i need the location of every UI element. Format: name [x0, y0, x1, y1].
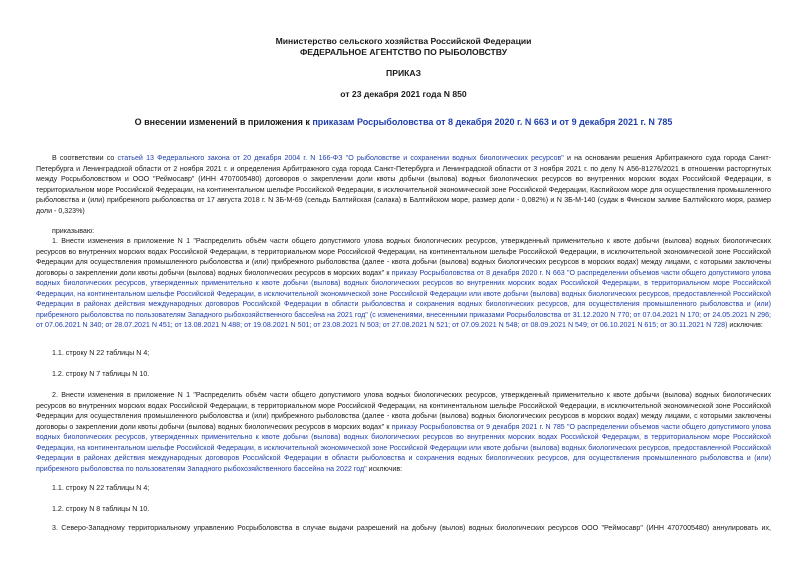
preamble-text-2: и на основании решения Арбитражного суда города Санкт-Петербурга и Ленинградской области от 2 ноября 2021 г. и определения Арбитражного суда города Санкт-Петербурга и Ленинградской области от 3 ноября 2021 г. по делу N А56-81276/2021 в отношении расторгнутых между Росрыболовством и ООО "Реймосавр" (ИНН 4707005480) договоров о закреплении доли квоты добычи (вылова) водных биологических ресурсов во внутренних морских водах Российской Федерации, в территориальном море Российской Федерации, на континентальном шельфе Российской Федерации, в исключительной экономической зоне Российской Федерации, Каспийском море для осуществления промышленного рыболовства и (или) прибрежного рыболовства от 17 августа 2018 г. N 3Б-М-69 (сельдь Балтийская (салака) в Балтийском море, размер доли - 0,082%) и N 3Б-М-140 (судак в Финском заливе Балтийского моря, размер доли - 0,323%)	[36, 154, 772, 215]
item-1-1: 1.1. строку N 22 таблицы N 4;	[52, 349, 150, 357]
document-date: от 23 декабря 2021 года N 850	[340, 89, 467, 99]
title-link[interactable]: приказам Росрыболовства от 8 декабря 2020 г. N 663 и от 9 декабря 2021 г. N 785	[312, 117, 673, 127]
document-title	[0, 117, 807, 127]
item-1-2: 1.2. строку N 7 таблицы N 10.	[52, 370, 150, 378]
item-2-1: 1.1. строку N 22 таблицы N 4;	[52, 484, 150, 492]
item-1-text-2: "О распределении объемов части общего допустимого улова водных биологических ресурсов, утвержденных применительно к квоте добычи (вылова) водных биологических ресурсов во внутренних морских водах Российской Федерации, в территориальном море Российской Федерации, на континентальном шельфе Российской Федерации, в исключительной экономической зоне Российской Федерации или квоте добычи (вылова) водных биологических ресурсов, предоставленной Российской Федерации в районах действия международных договоров Российской Федерации в области рыболовства и сохранения водных биологических ресурсов, для осуществления промышленного рыболовства и (или) прибрежного рыболовства по пользователям Западного рыбохозяйственного бассейна на 2021 год" (с изменениями, внесенными приказами Росрыболовства от 31.12.2020 N 770; от 07.04.2021 N 170; от 24.05.2021 N 296; от 07.06.2021 N 340; от 28.07.2021 N 451; от 13.08.2021 N 488; от 19.08.2021 N 501; от 23.08.2021 N 503; от 27.08.2021 N 521; от 07.09.2021 N 548; от 08.09.2021 N 549; от 06.10.2021 N 615; от 30.11.2021 N 728)	[36, 268, 771, 330]
item-1-paragraph	[36, 236, 771, 331]
item-2-text-1: 2. Внести изменения в приложение N 1 "Распределить объём части общего допустимого улова водных биологических ресурсов, утвержденный применительно к квоте добычи (вылова) водных биологических ресурсов во внутренних морских водах Российской Федерации, в территориальном море Российской Федерации, на континентальном шельфе Российской Федерации, в исключительной экономической зоне Российской Федерации для осуществления промышленного рыболовства и (или) прибрежного рыболовства (далее - квота добычи (вылова) водных биологических ресурсов в морских водах) между лицами, с которыми заключены договоры о закреплении доли квоты добычи (вылова) водных биологических ресурсов в морских водах" к	[36, 391, 771, 431]
document-type: ПРИКАЗ	[386, 68, 421, 78]
item-1-text-1: 1. Внести изменения в приложение N 1 "Распределить объём части общего допустимого улова водных биологических ресурсов, утвержденный применительно к квоте добычи (вылова) водных биологических ресурсов во внутренних морских водах Российской Федерации, в территориальном море Российской Федерации, на континентальном шельфе Российской Федерации, в исключительной экономической зоне Российской Федерации для осуществления промышленного рыболовства и (или) прибрежного рыболовства (далее - квота добычи (вылова) водных биологических ресурсов в морских водах) между лицами, с которыми заключены договоры о закреплении доли квоты добычи (вылова) водных биологических ресурсов в морских водах" к	[36, 237, 771, 277]
ministry-name: Министерство сельского хозяйства Российской Федерации	[275, 36, 532, 46]
preamble-text-1: В соответствии со	[52, 154, 118, 162]
preamble-paragraph	[36, 153, 771, 216]
item-2-2: 1.2. строку N 8 таблицы N 10.	[52, 505, 150, 513]
item-2-text-3: исключив:	[366, 464, 403, 473]
order-663-link[interactable]: приказу Росрыболовства от 8 декабря 2020 г. N 663	[391, 268, 565, 277]
item-3-paragraph: 3. Северо-Западному территориальному управлению Росрыболовства в случае выдачи разрешений на добычу (вылов) водных биологических ресурсов ООО "Реймосавр" (ИНН 4707005480) аннулировать их,	[52, 524, 771, 532]
law-link[interactable]: статьей 13 Федерального закона от 20 декабря 2004 г. N 166-ФЗ "О рыболовстве и сохранении водных биологических ресурсов"	[117, 154, 564, 162]
item-1-text-3: исключив:	[727, 321, 763, 330]
order-785-link[interactable]: приказу Росрыболовства от 9 декабря 2021 г. N 785	[391, 422, 565, 431]
title-text: О внесении изменений в приложения к	[134, 117, 313, 127]
agency-name: ФЕДЕРАЛЬНОЕ АГЕНТСТВО ПО РЫБОЛОВСТВУ	[299, 47, 508, 57]
item-2-text-2: "О распределении объемов части общего допустимого улова водных биологических ресурсов, утвержденных применительно к квоте добычи (вылова) водных биологических ресурсов во внутренних морских водах Российской Федерации, в территориальном море Российской Федерации, на континентальном шельфе Российской Федерации, в исключительной экономической зоне Российской Федерации или квоте добычи (вылова) водных биологических ресурсов, предоставленной Российской Федерации в районах действия международных договоров Российской Федерации в области рыболовства и сохранения водных биологических ресурсов, для осуществления промышленного рыболовства и (или) прибрежного рыболовства по пользователям Западного рыбохозяйственного бассейна на 2022 год"	[36, 422, 771, 473]
order-word: приказываю:	[52, 227, 95, 235]
item-2-paragraph	[36, 390, 771, 474]
